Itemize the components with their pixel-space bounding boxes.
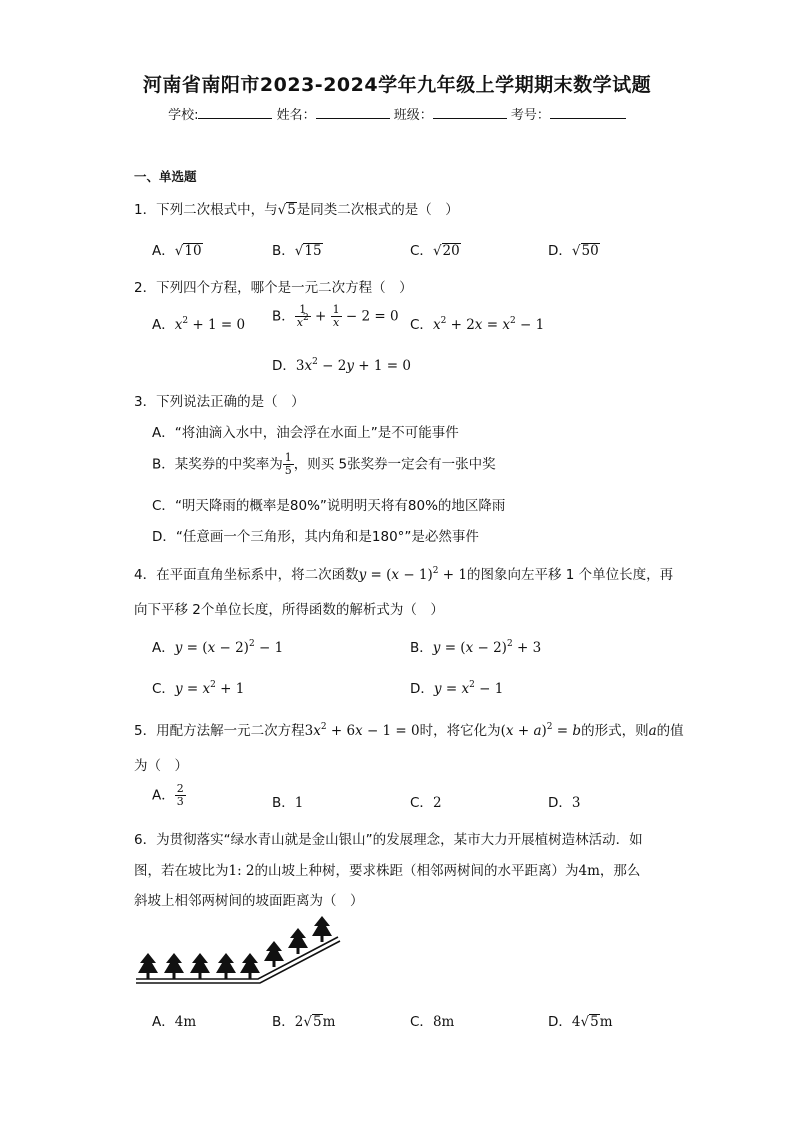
question-5: 5．用配方法解一元二次方程$3x^2 + 6x - 1 = 0$时，将它化为$(x + a)^2 = b$的形式，则a的值: [134, 722, 684, 739]
option-label: A．: [152, 425, 175, 441]
coefficient: 2: [294, 1014, 304, 1030]
option-5d[interactable]: [548, 791, 581, 811]
question-number: 3．: [134, 394, 157, 410]
class-blank[interactable]: [433, 106, 507, 119]
question-2: [134, 276, 413, 296]
variable: a: [648, 723, 657, 739]
option-text: 4m: [174, 1014, 197, 1030]
slope-outline: [136, 937, 340, 983]
option-text: 某奖券的中奖率为: [174, 456, 283, 473]
question-number: 1．: [134, 202, 157, 218]
option-text: “将油滴入水中，油会浮在水面上”是不可能事件: [174, 425, 459, 441]
question-3: [134, 390, 305, 410]
tree-icon: [216, 953, 236, 979]
option-text: “任意画一个三角形，其内角和是180°”是必然事件: [175, 529, 479, 545]
option-label: B．: [152, 456, 175, 473]
option-label: A．: [152, 317, 175, 333]
question-text: 的值: [656, 723, 684, 739]
option-1a[interactable]: A．√10: [152, 243, 202, 259]
radicand: 15: [304, 243, 322, 259]
fraction-numerator: 1: [284, 451, 292, 464]
question-6-line3: 斜坡上相邻两树间的坡面距离为（ ）: [134, 893, 364, 909]
option-label: C．: [152, 498, 175, 514]
option-3d[interactable]: [152, 525, 479, 545]
option-4a[interactable]: A．$y = (x - 2)^2 - 1$: [152, 639, 284, 656]
tree-icon: [240, 953, 260, 979]
option-label: A．: [152, 243, 175, 259]
option-label: A．: [152, 787, 175, 804]
radicand: 5: [312, 1014, 322, 1030]
tree-icon: [288, 928, 308, 954]
fraction-numerator: 2: [176, 782, 184, 795]
number-blank[interactable]: [550, 106, 626, 119]
question-text: ，那么: [599, 863, 641, 879]
option-label: B．: [272, 1014, 295, 1030]
option-label: C．: [410, 795, 433, 811]
radicand: 10: [184, 243, 202, 259]
option-label: D．: [272, 358, 296, 374]
option-6d[interactable]: D．4√5m: [548, 1014, 613, 1030]
fraction-denominator: 5: [284, 464, 292, 477]
question-number: 4．: [134, 567, 157, 583]
option-label: A．: [152, 640, 175, 656]
option-5c[interactable]: [410, 791, 442, 811]
unit: m: [322, 1014, 336, 1030]
option-text: 3: [571, 795, 581, 811]
option-6b[interactable]: B．2√5m: [272, 1014, 336, 1030]
option-6c[interactable]: [410, 1010, 454, 1030]
question-number: 5．: [134, 723, 157, 739]
option-1c[interactable]: C．√20: [410, 243, 460, 259]
option-1b[interactable]: B．√15: [272, 243, 322, 259]
coefficient: 4: [571, 1014, 581, 1030]
tree-icon: [138, 953, 158, 979]
option-label: D．: [410, 681, 434, 697]
option-5b[interactable]: [272, 791, 303, 811]
distance-value: 4m: [578, 863, 600, 879]
question-number: 6．: [134, 832, 157, 848]
slope-ratio: 1: 2: [228, 863, 255, 879]
question-4-line2: 向下平移 2个单位长度，所得函数的解析式为（ ）: [134, 602, 444, 618]
option-label: C．: [410, 1014, 433, 1030]
name-blank[interactable]: [316, 106, 390, 119]
option-text: “明天降雨的概率是80%”说明明天将有80%的地区降雨: [174, 498, 506, 514]
option-text: 1: [294, 795, 304, 811]
question-text: 为贯彻落实“绿水青山就是金山银山”的发展理念，某市大力开展植树造林活动．如: [156, 832, 643, 848]
option-label: B．: [410, 640, 433, 656]
name-label: 姓名：: [276, 108, 316, 123]
question-text: 用配方法解一元二次方程: [156, 723, 305, 739]
option-text: ，则买 5张奖券一定会有一张中奖: [293, 456, 496, 473]
number-label: 考号：: [510, 108, 550, 123]
radicand: 50: [581, 243, 599, 259]
option-2c[interactable]: C．$x^2 + 2x = x^2 - 1$: [410, 316, 545, 333]
question-text: 的形式，则: [581, 723, 649, 739]
tree-icon: [312, 916, 332, 942]
question-4: 4．在平面直角坐标系中，将二次函数$y = (x - 1)^2 + 1$的图象向左平移 1 个单位长度，再: [134, 566, 674, 583]
option-label: D．: [548, 795, 572, 811]
option-2a[interactable]: A．$x^2 + 1 = 0$: [152, 316, 246, 333]
option-4c[interactable]: C．$y = x^2 + 1$: [152, 680, 245, 697]
question-text: 图，若在坡比为: [134, 863, 229, 879]
option-label: B．: [272, 308, 295, 325]
option-3a[interactable]: [152, 421, 459, 441]
section-title: 一、单选题: [134, 169, 197, 184]
fraction-denominator: 3: [176, 795, 184, 808]
tree-icon: [190, 953, 210, 979]
question-6-line2: [134, 859, 640, 879]
tree-icon: [164, 953, 184, 979]
slope-trees-figure: [132, 915, 342, 987]
option-label: D．: [548, 243, 572, 259]
option-label: C．: [410, 243, 433, 259]
class-label: 班级：: [393, 108, 433, 123]
tree-icon: [264, 941, 284, 967]
option-4b[interactable]: B．$y = (x - 2)^2 + 3$: [410, 639, 542, 656]
option-6a[interactable]: [152, 1010, 196, 1030]
option-3b[interactable]: [152, 452, 496, 477]
tree-row: [138, 916, 332, 979]
option-1d[interactable]: D．√50: [548, 243, 599, 259]
option-text: 2: [432, 795, 442, 811]
question-text: 时，将它化为: [419, 723, 501, 739]
question-text: 在平面直角坐标系中，将二次函数: [156, 567, 359, 583]
question-text: 是同类二次根式的是（ ）: [296, 202, 459, 218]
option-label: A．: [152, 1014, 175, 1030]
radicand: 20: [442, 243, 460, 259]
option-5a[interactable]: [152, 783, 186, 808]
student-info-line: [0, 104, 794, 123]
option-text: 8m: [432, 1014, 455, 1030]
question-number: 2．: [134, 280, 157, 296]
option-label: B．: [272, 795, 295, 811]
option-label: C．: [152, 681, 175, 697]
radicand: 5: [590, 1014, 599, 1030]
school-label: 学校:: [168, 108, 199, 123]
question-text: 的图象向左平移 1 个单位长度，再: [467, 567, 674, 583]
unit: m: [599, 1014, 613, 1030]
option-label: B．: [272, 243, 295, 259]
question-1: 1．下列二次根式中，与√5是同类二次根式的是（ ）: [134, 202, 459, 218]
question-text: 下列四个方程，哪个是一元二次方程（ ）: [156, 280, 413, 296]
question-text: 下列说法正确的是（ ）: [156, 394, 305, 410]
option-2b[interactable]: B． $\frac{1}{x^2}$ + $\frac{1}{x}$ − 2 = 0: [272, 303, 399, 329]
option-3c[interactable]: [152, 494, 505, 514]
option-2d[interactable]: D．$3x^2 - 2y + 1 = 0$: [272, 357, 411, 374]
radicand: 5: [287, 202, 296, 218]
page-title: 河南省南阳市2023-2024学年九年级上学期期末数学试题: [142, 74, 652, 96]
question-text: 下列二次根式中，与: [156, 202, 278, 218]
option-label: D．: [548, 1014, 572, 1030]
school-blank[interactable]: [198, 106, 272, 119]
question-text: 的山坡上种树，要求株距（相邻两树间的水平距离）为: [254, 863, 579, 879]
option-label: D．: [152, 529, 176, 545]
option-label: C．: [410, 317, 433, 333]
question-5-line2: 为（ ）: [134, 758, 188, 774]
option-4d[interactable]: D．$y = x^2 - 1$: [410, 680, 504, 697]
question-6: [134, 828, 643, 848]
